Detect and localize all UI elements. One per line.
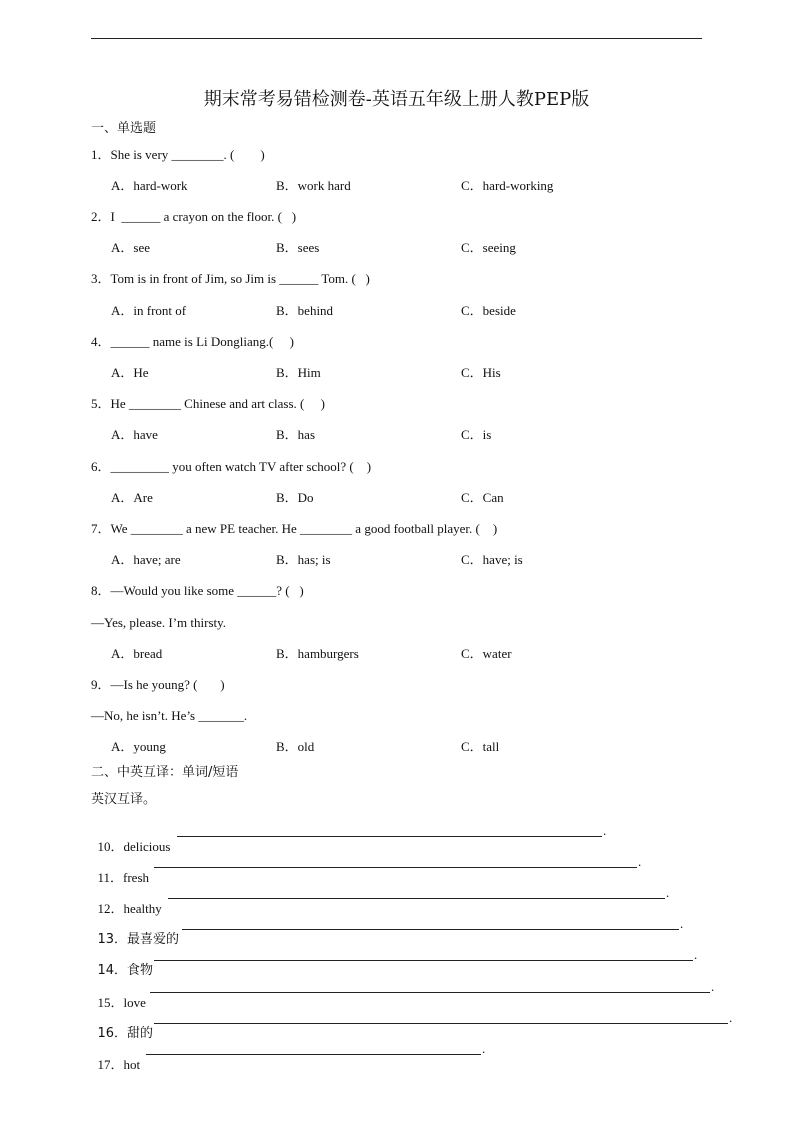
option-a[interactable]: A．in front of [111,303,187,318]
option-a[interactable]: A．He [111,365,149,380]
option-a[interactable]: A．hard-work [111,178,188,193]
fill-item-end: . [482,1041,486,1056]
fill-item-end: . [694,947,698,962]
dialogue-line: —No, he isn’t. He’s _______. [91,708,248,723]
option-c[interactable]: C．Can [461,490,504,505]
fill-item-label: 14．食物 [97,963,154,978]
answer-blank[interactable] [154,867,637,868]
header-rule [91,38,702,39]
question-stem: 7．We ________ a new PE teacher. He ________ a good football player. ( ) [91,521,498,536]
question-stem: 2．I ______ a crayon on the floor. ( ) [91,209,297,224]
question-stem: 8．—Would you like some ______? ( ) [91,583,304,598]
answer-blank[interactable] [146,1054,481,1055]
section-heading-translation: 二、中英互译：单词/短语 [91,765,239,780]
option-c[interactable]: C．is [461,427,492,442]
answer-blank[interactable] [182,929,679,930]
option-a[interactable]: A．Are [111,490,153,505]
option-c[interactable]: C．tall [461,739,500,754]
question-stem: 5．He ________ Chinese and art class. ( ) [91,396,325,411]
option-c[interactable]: C．have; is [461,552,523,567]
fill-item-label: 15．love [97,995,146,1010]
option-c[interactable]: C．hard-working [461,178,554,193]
answer-blank[interactable] [177,836,602,837]
question-stem: 6．_________ you often watch TV after school? ( ) [91,459,372,474]
fill-item-label: 13．最喜爱的 [97,932,180,947]
answer-blank[interactable] [150,992,710,993]
option-b[interactable]: B．sees [276,240,320,255]
question-stem: 1．She is very ________. ( ) [91,147,265,162]
dialogue-line: —Yes, please. I’m thirsty. [91,615,227,630]
option-b[interactable]: B．behind [276,303,334,318]
fill-item [91,885,670,916]
option-b[interactable]: B．work hard [276,178,351,193]
fill-item-end: . [603,823,607,838]
question-stem: 4．______ name is Li Dongliang.( ) [91,334,294,349]
option-c[interactable]: C．seeing [461,240,516,255]
fill-item [91,854,642,885]
fill-item-label: 11．fresh [97,870,150,885]
fill-item-end: . [680,916,684,931]
option-a[interactable]: A．have [111,427,158,442]
option-a[interactable]: A．have; are [111,552,181,567]
option-b[interactable]: B．has [276,427,316,442]
section-heading-single-choice: 一、单选题 [91,121,157,136]
question-stem: 3．Tom is in front of Jim, so Jim is ______ Tom. ( ) [91,271,370,286]
option-c[interactable]: C．beside [461,303,516,318]
fill-item [91,979,715,1010]
fill-item [91,947,698,978]
fill-item-label: 17．hot [97,1057,141,1072]
option-c[interactable]: C．His [461,365,501,380]
fill-item-end: . [666,885,670,900]
page-title: 期末常考易错检测卷-英语五年级上册人教PEP版 [203,89,590,110]
answer-blank[interactable] [154,1023,728,1024]
option-a[interactable]: A．bread [111,646,163,661]
fill-item-label: 10．delicious [97,839,171,854]
answer-blank[interactable] [154,960,693,961]
fill-item [91,1041,486,1072]
option-b[interactable]: B．old [276,739,315,754]
fill-item [91,823,607,854]
option-b[interactable]: B．Do [276,490,314,505]
fill-item [91,916,684,947]
fill-item-label: 12．healthy [97,901,162,916]
option-b[interactable]: B．hamburgers [276,646,359,661]
answer-blank[interactable] [168,898,665,899]
fill-item-end: . [711,979,715,994]
fill-item-end: . [638,854,642,869]
fill-item [91,1010,733,1041]
option-b[interactable]: B．Him [276,365,321,380]
question-stem: 9．—Is he young? ( ) [91,677,225,692]
option-c[interactable]: C．water [461,646,512,661]
section-instruction: 英汉互译。 [91,792,157,807]
option-a[interactable]: A．see [111,240,150,255]
option-a[interactable]: A．young [111,739,166,754]
fill-item-label: 16．甜的 [97,1026,154,1041]
fill-item-end: . [729,1010,733,1025]
option-b[interactable]: B．has; is [276,552,331,567]
